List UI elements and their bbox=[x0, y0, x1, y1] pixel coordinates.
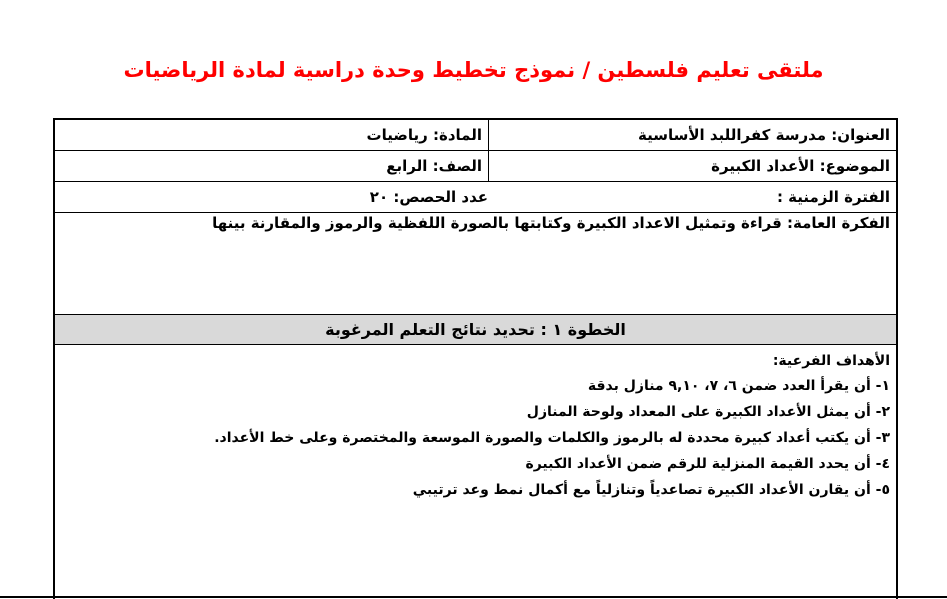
address-cell: العنوان: مدرسة كفراللبد الأساسية bbox=[488, 120, 896, 150]
unit-plan-table bbox=[53, 118, 898, 599]
subject-cell: المادة: رياضيات bbox=[366, 126, 482, 144]
objectives-list bbox=[61, 373, 890, 503]
objective-item: ١- أن يقرأ العدد ضمن ٦، ٧، ٩,١٠ منازل بدقة bbox=[587, 378, 890, 394]
objective-item: ٢- أن يمثل الأعداد الكبيرة على المعداد ولوحة المنازل bbox=[526, 404, 890, 420]
objectives-heading: الأهداف الفرعية: bbox=[772, 353, 890, 369]
general-idea: الفكرة العامة: قراءة وتمثيل الاعداد الكبيرة وكتابتها بالصورة اللفظية والرموز والمقارنة بينها bbox=[55, 213, 896, 315]
objective-item: ٤- أن يحدد القيمة المنزلية للرقم ضمن الأعداد الكبيرة bbox=[525, 456, 890, 472]
header-row-period bbox=[55, 182, 896, 213]
header-row-topic bbox=[55, 151, 896, 182]
step-one-heading: الخطوة ١ : تحديد نتائج التعلم المرغوبة bbox=[55, 315, 896, 345]
lessons-count-cell: عدد الحصص: ٢٠ bbox=[369, 188, 488, 206]
page-bottom-border bbox=[0, 596, 947, 598]
grade-cell: الصف: الرابع bbox=[386, 157, 482, 175]
topic-cell: الموضوع: الأعداد الكبيرة bbox=[488, 151, 896, 181]
objective-item: ٣- أن يكتب أعداد كبيرة محددة له بالرموز والكلمات والصورة الموسعة والمختصرة وعلى خط الأعداد. bbox=[214, 430, 890, 446]
objectives-section bbox=[55, 345, 896, 503]
header-row-address bbox=[55, 120, 896, 151]
objective-item: ٥- أن يقارن الأعداد الكبيرة تصاعدياً وتنازلياً مع أكمال نمط وعد ترتيبي bbox=[412, 482, 890, 498]
document-title: ملتقى تعليم فلسطين / نموذج تخطيط وحدة دراسية لمادة الرياضيات bbox=[123, 58, 824, 82]
period-cell: الفترة الزمنية : bbox=[776, 188, 890, 206]
